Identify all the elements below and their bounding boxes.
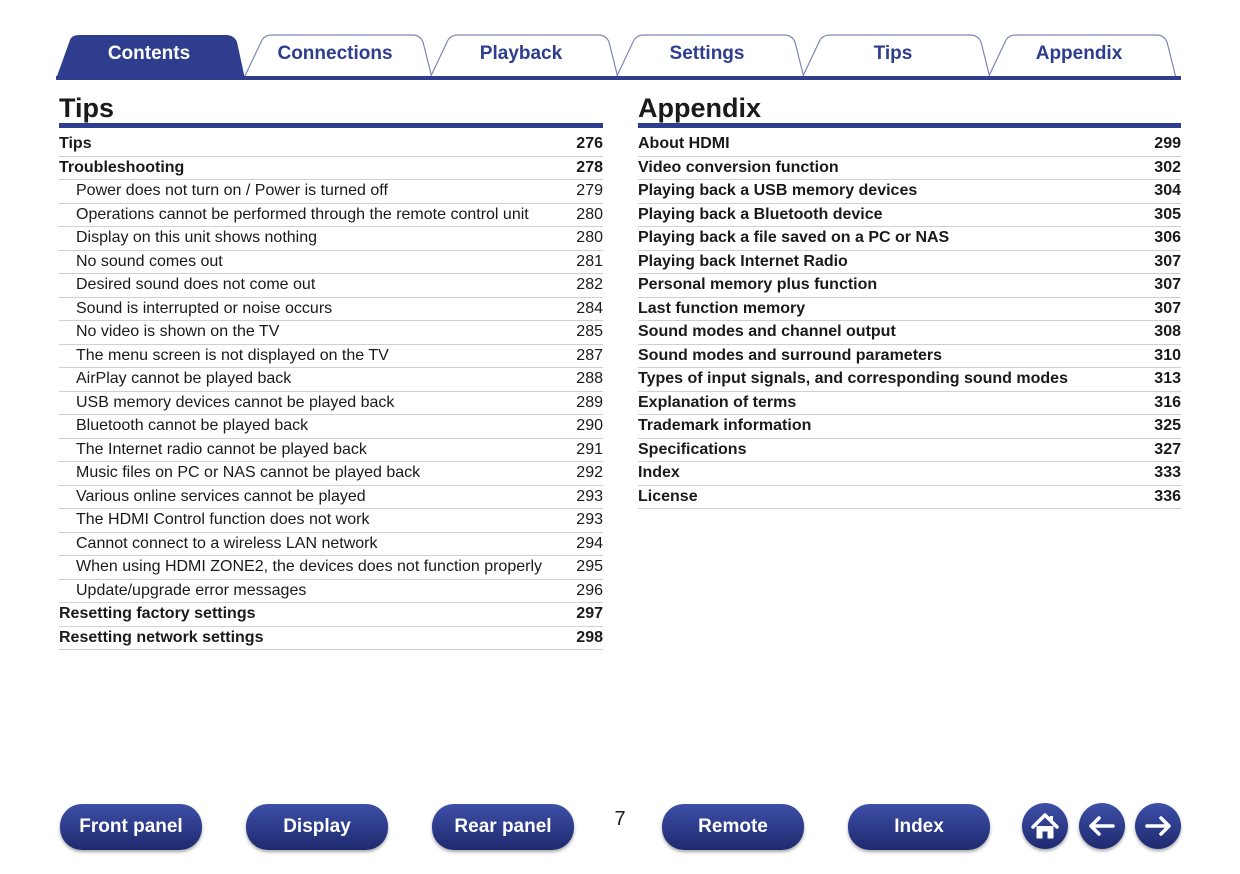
toc-entry[interactable] — [638, 133, 1181, 157]
toc-entry-title: Bluetooth cannot be played back — [76, 417, 309, 435]
toc-entry-title: The menu screen is not displayed on the TV — [76, 346, 389, 364]
toc-entry[interactable] — [59, 580, 603, 604]
toc-entry-title: Last function memory — [638, 299, 806, 317]
toc-entry[interactable] — [59, 368, 603, 392]
display-button[interactable]: Display — [246, 804, 388, 850]
toc-entry[interactable] — [59, 392, 603, 416]
toc-entry[interactable] — [59, 204, 603, 228]
toc-entry-title: Music files on PC or NAS cannot be played back — [76, 464, 421, 482]
appendix-section — [638, 90, 1181, 509]
toc-entry-title: Video conversion function — [638, 158, 839, 176]
toc-entry-title: When using HDMI ZONE2, the devices does not function properly — [76, 558, 542, 576]
toc-entry[interactable] — [59, 274, 603, 298]
toc-entry-title: Trademark information — [638, 417, 812, 435]
toc-entry[interactable] — [59, 509, 603, 533]
toc-entry-title: Tips — [59, 135, 92, 153]
toc-entry-page: 280 — [576, 229, 603, 247]
toc-entry-title: Playing back a USB memory devices — [638, 182, 918, 200]
toc-entry[interactable] — [59, 251, 603, 275]
toc-entry-title: Sound is interrupted or noise occurs — [76, 299, 333, 317]
toc-entry-page: 279 — [576, 182, 603, 200]
toc-entry[interactable] — [59, 345, 603, 369]
toc-entry-page: 288 — [576, 370, 603, 388]
toc-entry-page: 276 — [576, 135, 603, 153]
toc-entry[interactable] — [638, 415, 1181, 439]
toc-entry[interactable] — [638, 486, 1181, 510]
tab-contents[interactable]: Contents — [107, 43, 191, 64]
toc-entry-page: 278 — [576, 158, 603, 176]
toc-entry[interactable] — [638, 321, 1181, 345]
toc-entry-page: 293 — [576, 511, 603, 529]
toc-entry-page: 304 — [1154, 182, 1181, 200]
toc-entry-page: 306 — [1154, 229, 1181, 247]
toc-entry[interactable] — [638, 204, 1181, 228]
toc-entry[interactable] — [638, 157, 1181, 181]
forward-button[interactable] — [1135, 803, 1181, 849]
toc-entry-title: Operations cannot be performed through the remote control unit — [76, 205, 529, 223]
toc-entry[interactable] — [59, 133, 603, 157]
toc-entry-page: 310 — [1154, 346, 1181, 364]
toc-entry-page: 295 — [576, 558, 603, 576]
toc-entry-page: 297 — [576, 605, 603, 623]
remote-button[interactable]: Remote — [662, 804, 804, 850]
toc-entry-title: The Internet radio cannot be played back — [76, 440, 367, 458]
toc-entry-page: 285 — [576, 323, 603, 341]
toc-entry-page: 284 — [576, 299, 603, 317]
toc-entry-title: Types of input signals, and corresponding sound modes — [638, 370, 1068, 388]
toc-entry-page: 325 — [1154, 417, 1181, 435]
toc-entry-title: Resetting network settings — [59, 628, 264, 646]
tab-connections[interactable]: Connections — [277, 43, 393, 64]
toc-entry-title: Index — [638, 464, 680, 482]
toc-entry[interactable] — [59, 321, 603, 345]
tab-bar — [0, 0, 1240, 82]
back-arrow-icon — [1079, 803, 1125, 849]
toc-entry-title: Sound modes and surround parameters — [638, 346, 943, 364]
toc-entry[interactable] — [638, 251, 1181, 275]
toc-entry[interactable] — [59, 462, 603, 486]
appendix-toc-list — [638, 133, 1181, 509]
toc-entry[interactable] — [59, 533, 603, 557]
toc-entry-title: Playing back a file saved on a PC or NAS — [638, 229, 950, 247]
toc-entry-page: 316 — [1154, 393, 1181, 411]
toc-entry[interactable] — [59, 486, 603, 510]
toc-entry[interactable] — [59, 415, 603, 439]
toc-entry-title: Display on this unit shows nothing — [76, 229, 318, 247]
toc-entry-title: No sound comes out — [76, 252, 223, 270]
toc-entry[interactable] — [638, 345, 1181, 369]
toc-entry-title: License — [638, 487, 698, 505]
toc-entry-title: Explanation of terms — [638, 393, 797, 411]
toc-entry-title: Playing back Internet Radio — [638, 252, 848, 270]
toc-entry-page: 281 — [576, 252, 603, 270]
toc-entry-title: Desired sound does not come out — [76, 276, 316, 294]
toc-entry-page: 287 — [576, 346, 603, 364]
tab-playback[interactable]: Playback — [479, 43, 563, 64]
toc-entry[interactable] — [638, 439, 1181, 463]
toc-entry-page: 292 — [576, 464, 603, 482]
toc-entry-page: 336 — [1154, 487, 1181, 505]
tab-baseline — [56, 76, 1181, 80]
home-icon — [1022, 803, 1068, 849]
toc-entry-page: 307 — [1154, 276, 1181, 294]
home-button[interactable] — [1022, 803, 1068, 849]
tab-tips[interactable]: Tips — [873, 43, 913, 64]
toc-entry[interactable] — [59, 180, 603, 204]
section-title-tips: Tips — [59, 90, 603, 128]
rear-panel-button[interactable]: Rear panel — [432, 804, 574, 850]
front-panel-button[interactable]: Front panel — [60, 804, 202, 850]
toc-entry-page: 290 — [576, 417, 603, 435]
toc-entry-page: 298 — [576, 628, 603, 646]
toc-entry[interactable] — [638, 392, 1181, 416]
toc-entry[interactable] — [59, 556, 603, 580]
toc-entry-title: Update/upgrade error messages — [76, 581, 307, 599]
toc-entry[interactable] — [59, 157, 603, 181]
toc-entry-title: Cannot connect to a wireless LAN network — [76, 534, 378, 552]
toc-entry-page: 291 — [576, 440, 603, 458]
toc-entry-title: USB memory devices cannot be played back — [76, 393, 395, 411]
toc-entry-title: Specifications — [638, 440, 747, 458]
toc-entry-title: No video is shown on the TV — [76, 323, 280, 341]
toc-entry-page: 307 — [1154, 299, 1181, 317]
tab-shapes — [0, 0, 1240, 82]
toc-entry-title: Resetting factory settings — [59, 605, 256, 623]
toc-entry-page: 307 — [1154, 252, 1181, 270]
toc-entry[interactable] — [638, 368, 1181, 392]
index-button[interactable]: Index — [848, 804, 990, 850]
toc-entry-page: 294 — [576, 534, 603, 552]
toc-entry-page: 280 — [576, 205, 603, 223]
toc-entry-page: 296 — [576, 581, 603, 599]
back-button[interactable] — [1079, 803, 1125, 849]
toc-entry-title: Playing back a Bluetooth device — [638, 205, 883, 223]
toc-entry-title: Sound modes and channel output — [638, 323, 896, 341]
toc-entry[interactable] — [638, 227, 1181, 251]
tab-settings[interactable]: Settings — [669, 43, 745, 64]
tips-toc-list — [59, 133, 603, 650]
toc-entry-title: Personal memory plus function — [638, 276, 878, 294]
toc-entry-title: Various online services cannot be played — [76, 487, 366, 505]
toc-entry-page: 302 — [1154, 158, 1181, 176]
section-title-appendix: Appendix — [638, 90, 1181, 128]
toc-entry[interactable] — [59, 439, 603, 463]
toc-entry-title: The HDMI Control function does not work — [76, 511, 370, 529]
toc-entry[interactable] — [59, 627, 603, 651]
toc-entry-title: About HDMI — [638, 135, 730, 153]
tab-appendix[interactable]: Appendix — [1035, 43, 1123, 64]
toc-entry-page: 313 — [1154, 370, 1181, 388]
toc-entry-page: 308 — [1154, 323, 1181, 341]
forward-arrow-icon — [1135, 803, 1181, 849]
toc-entry-title: Troubleshooting — [59, 158, 185, 176]
toc-entry-page: 327 — [1154, 440, 1181, 458]
tips-section — [59, 90, 603, 650]
toc-entry[interactable] — [59, 298, 603, 322]
toc-entry[interactable] — [638, 180, 1181, 204]
toc-entry-page: 333 — [1154, 464, 1181, 482]
toc-entry-page: 305 — [1154, 205, 1181, 223]
toc-entry[interactable] — [59, 603, 603, 627]
toc-entry-title: Power does not turn on / Power is turned off — [76, 182, 388, 200]
toc-entry[interactable] — [638, 462, 1181, 486]
page-number: 7 — [614, 808, 626, 830]
toc-entry-page: 293 — [576, 487, 603, 505]
toc-entry-page: 299 — [1154, 135, 1181, 153]
toc-entry[interactable] — [59, 227, 603, 251]
toc-entry-page: 289 — [576, 393, 603, 411]
toc-entry[interactable] — [638, 274, 1181, 298]
toc-entry[interactable] — [638, 298, 1181, 322]
toc-entry-page: 282 — [576, 276, 603, 294]
toc-entry-title: AirPlay cannot be played back — [76, 370, 292, 388]
